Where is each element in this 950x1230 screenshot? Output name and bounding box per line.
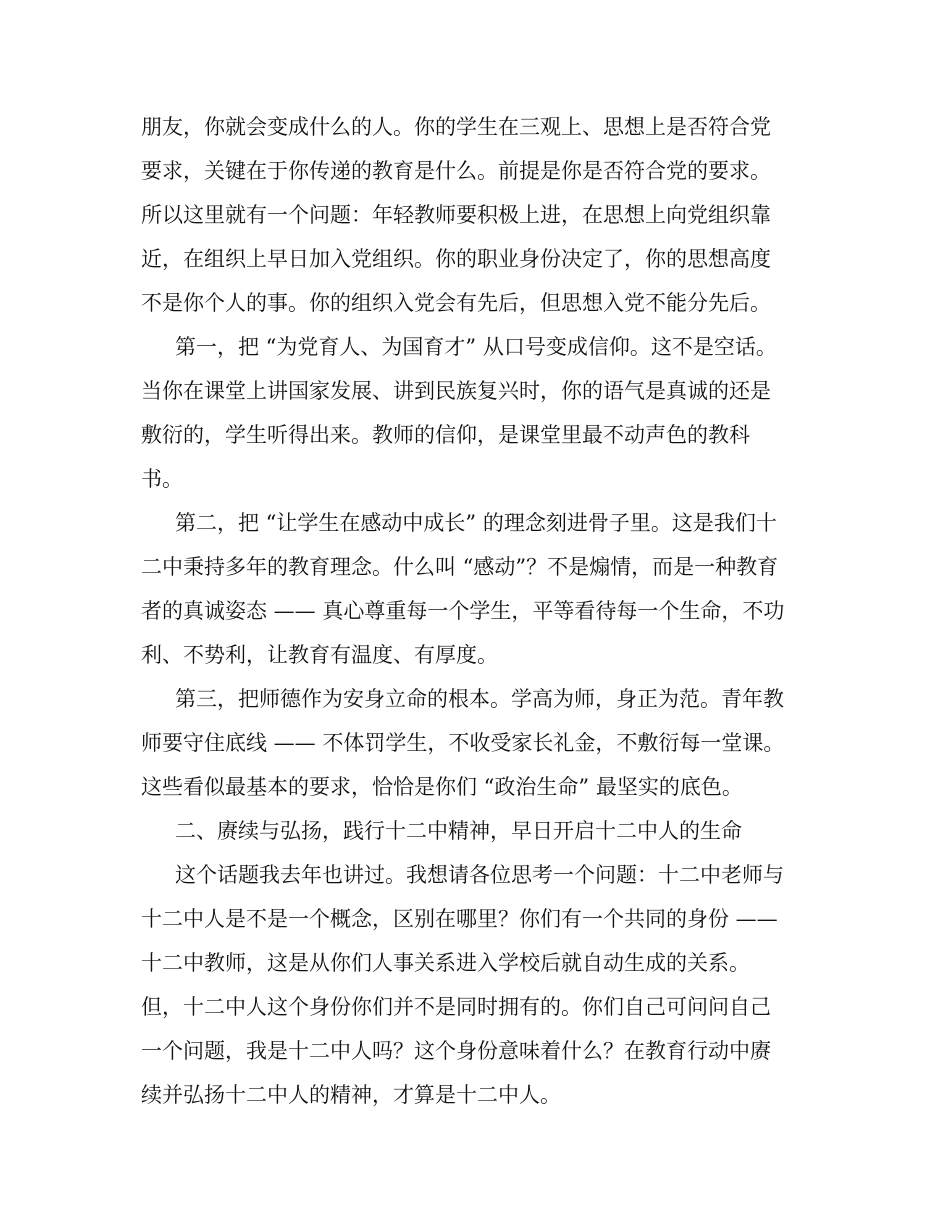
text-line: 当你在课堂上讲国家发展、讲到民族复兴时，你的语气是真诚的还是 — [141, 379, 771, 403]
text-line: 十二中教师，这是从你们人事关系进入学校后就自动生成的关系。 — [141, 951, 750, 975]
text-line: 书。 — [141, 467, 183, 491]
paragraph-third-point: 第三，把师德作为安身立命的根本。学高为师，身正为范。青年教 — [175, 687, 784, 711]
paragraph-second-point: 第二，把 “让学生在感动中成长” 的理念刻进骨子里。这是我们十 — [175, 511, 777, 535]
text-line: 二中秉持多年的教育理念。什么叫 “感动”？不是煽情，而是一种教育 — [141, 555, 779, 579]
section-heading: 二、赓续与弘扬，践行十二中精神，早日开启十二中人的生命 — [175, 819, 742, 843]
text-line: 不是你个人的事。你的组织入党会有先后，但思想入党不能分先后。 — [141, 291, 771, 315]
text-line: 一个问题，我是十二中人吗？这个身份意味着什么？在教育行动中赓 — [141, 1039, 771, 1063]
text-line: 十二中人是不是一个概念，区别在哪里？你们有一个共同的身份 —— — [141, 907, 778, 931]
text-line: 利、不势利，让教育有温度、有厚度。 — [141, 643, 498, 667]
paragraph-section-intro: 这个话题我去年也讲过。我想请各位思考一个问题：十二中老师与 — [175, 863, 784, 887]
text-line: 要求，关键在于你传递的教育是什么。前提是你是否符合党的要求。 — [141, 159, 771, 183]
text-line: 朋友，你就会变成什么的人。你的学生在三观上、思想上是否符合党 — [141, 115, 771, 139]
text-line: 但，十二中人这个身份你们并不是同时拥有的。你们自己可问问自己 — [141, 995, 771, 1019]
text-line: 所以这里就有一个问题：年轻教师要积极上进，在思想上向党组织靠 — [141, 203, 771, 227]
text-line: 者的真诚姿态 —— 真心尊重每一个学生，平等看待每一个生命，不功 — [141, 599, 785, 623]
body-text — [141, 105, 811, 1117]
text-line: 续并弘扬十二中人的精神，才算是十二中人。 — [141, 1083, 561, 1107]
text-line: 师要守住底线 —— 不体罚学生，不收受家长礼金，不敷衍每一堂课。 — [141, 731, 785, 755]
text-line: 近，在组织上早日加入党组织。你的职业身份决定了，你的思想高度 — [141, 247, 771, 271]
text-line: 敷衍的，学生听得出来。教师的信仰，是课堂里最不动声色的教科 — [141, 423, 750, 447]
paragraph-first-point: 第一，把 “为党育人、为国育才” 从口号变成信仰。这不是空话。 — [175, 335, 777, 359]
text-line: 这些看似最基本的要求，恰恰是你们 “政治生命” 最坚实的底色。 — [141, 775, 743, 799]
